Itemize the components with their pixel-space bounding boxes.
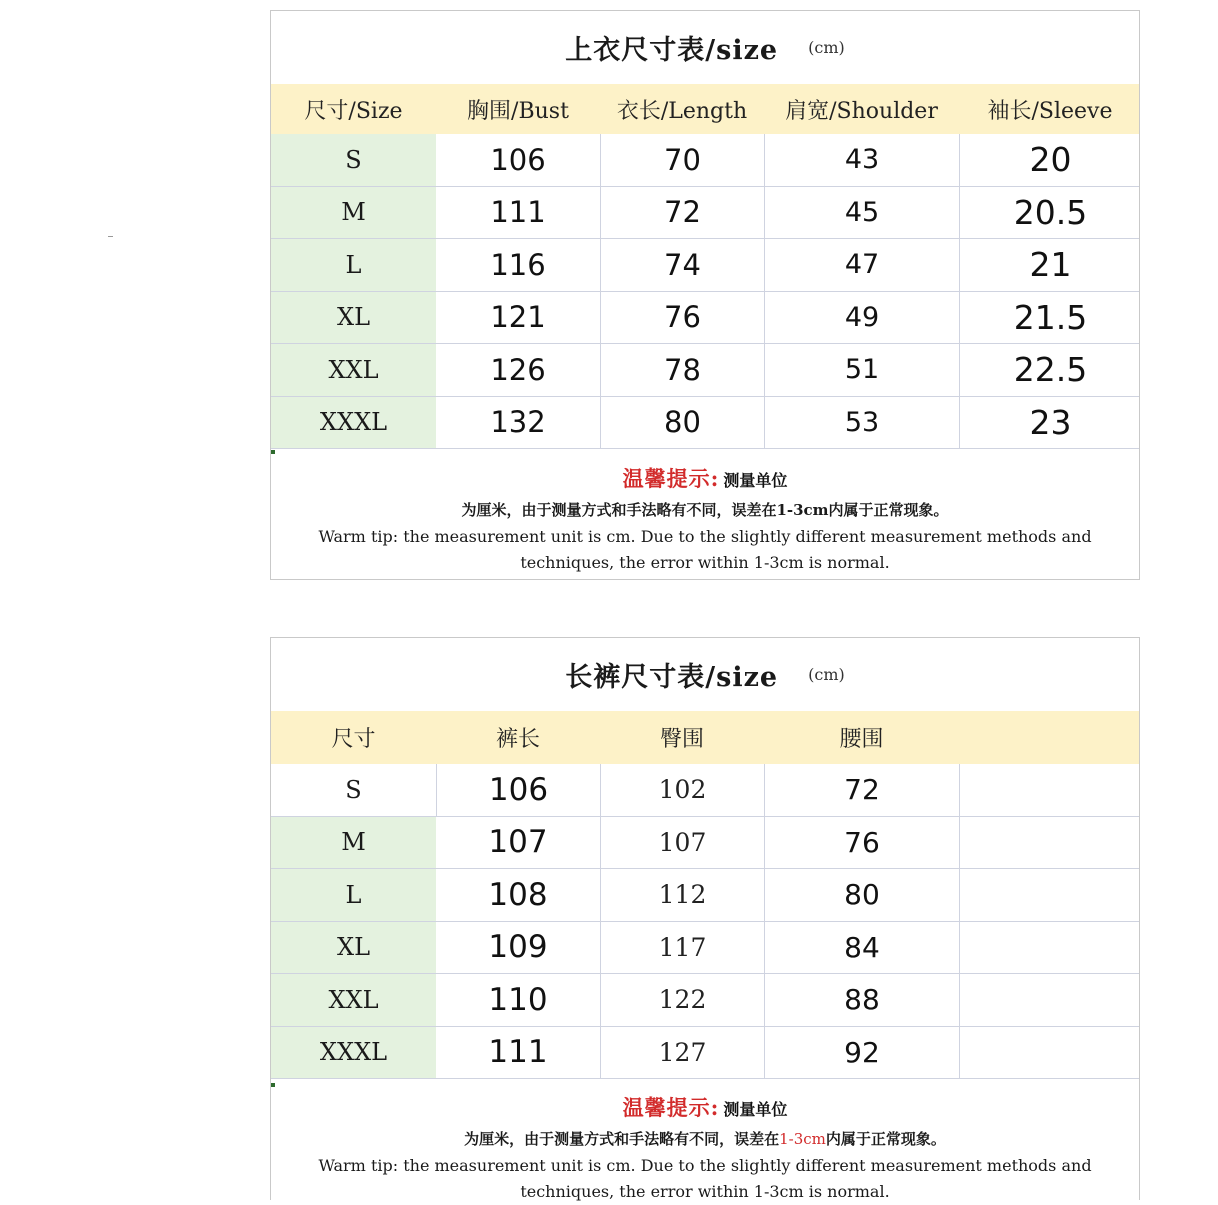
- waist-cell: 72: [764, 764, 959, 816]
- size-cell: XXXL: [271, 397, 436, 449]
- hip-cell: 107: [600, 817, 764, 869]
- tip-text-post: 内属于正常现象。: [825, 1130, 946, 1148]
- header-pants-length: 裤长: [495, 727, 540, 752]
- pants-chart-title-row: [271, 638, 1139, 711]
- tip-heading: [271, 1092, 1139, 1122]
- length-cell: 78: [600, 344, 764, 396]
- table-row: [271, 292, 1139, 345]
- length-cell: 70: [600, 134, 764, 186]
- bust-cell: 126: [490, 352, 546, 387]
- top-chart-unit: (cm): [808, 38, 845, 57]
- tip-unit-note: 测量单位: [723, 471, 788, 490]
- top-chart-body: [271, 134, 1139, 449]
- size-cell: XL: [271, 292, 436, 344]
- sleeve-cell: 21.5: [959, 292, 1141, 344]
- size-cell: S: [345, 775, 362, 804]
- hip-cell: 102: [600, 764, 764, 816]
- pants-chart-unit: (cm): [808, 665, 845, 684]
- tip-heading: [271, 463, 1139, 493]
- size-cell: M: [271, 817, 436, 869]
- top-chart-tip: [271, 463, 1139, 576]
- header-hip: 臀围: [659, 727, 704, 752]
- size-cell: L: [271, 869, 436, 921]
- bust-cell: 132: [490, 405, 546, 440]
- tip-chinese-text: 为厘米，由于测量方式和手法略有不同，误差在1-3cm内属于正常现象。: [461, 501, 949, 519]
- sleeve-cell: 20: [959, 134, 1141, 186]
- table-row: [271, 397, 1139, 450]
- top-chart-title-row: [271, 11, 1139, 84]
- header-size: 尺寸: [331, 727, 376, 752]
- sleeve-cell: 23: [959, 397, 1141, 449]
- sleeve-cell: 20.5: [959, 187, 1141, 239]
- shoulder-cell: 43: [764, 134, 959, 186]
- pants-chart-tip: [271, 1092, 1139, 1205]
- length-cell: 76: [600, 292, 764, 344]
- tip-english-text: Warm tip: the measurement unit is cm. Due to the slightly different measurement methods and techniques, the error within 1-3cm is normal.: [318, 1156, 1092, 1201]
- hip-cell: 122: [600, 974, 764, 1026]
- waist-cell: 88: [764, 974, 959, 1026]
- size-cell: XXL: [271, 344, 436, 396]
- bust-cell: 106: [490, 142, 546, 177]
- pants-length-cell: 109: [488, 929, 548, 966]
- empty-cell: [959, 1027, 1141, 1079]
- pants-chart-title: 长裤尺寸表/size: [565, 662, 779, 693]
- table-row: [271, 134, 1139, 187]
- empty-cell: [959, 817, 1141, 869]
- shoulder-cell: 47: [764, 239, 959, 291]
- size-cell: XXL: [271, 974, 436, 1026]
- tip-text-range: 1-3cm: [779, 1130, 826, 1148]
- size-cell: XL: [271, 922, 436, 974]
- top-size-chart: [270, 10, 1140, 580]
- pants-length-cell: 106: [436, 764, 600, 816]
- header-bust: 胸围/Bust: [467, 98, 569, 124]
- shoulder-cell: 45: [764, 187, 959, 239]
- table-row: [271, 1027, 1139, 1080]
- pants-length-cell: 108: [488, 876, 548, 913]
- bust-cell: 116: [490, 247, 546, 282]
- size-cell: XXXL: [271, 1027, 436, 1079]
- pants-length-cell: 107: [488, 824, 548, 861]
- size-cell: M: [271, 187, 436, 239]
- tip-chinese-text: [271, 1128, 1139, 1149]
- corner-mark: [271, 450, 275, 454]
- shoulder-cell: 49: [764, 292, 959, 344]
- tip-label: 温馨提示:: [622, 1095, 720, 1120]
- top-chart-header-row: [271, 84, 1139, 134]
- tip-label: 温馨提示:: [622, 466, 720, 491]
- table-row: [271, 764, 1139, 817]
- waist-cell: 80: [764, 869, 959, 921]
- bust-cell: 121: [490, 300, 546, 335]
- empty-cell: [959, 869, 1141, 921]
- header-length: 衣长/Length: [616, 98, 748, 124]
- hip-cell: 112: [600, 869, 764, 921]
- hip-cell: 117: [600, 922, 764, 974]
- table-row: [271, 869, 1139, 922]
- top-chart-title: 上衣尺寸表/size: [565, 35, 779, 66]
- empty-cell: [959, 764, 1141, 816]
- waist-cell: 84: [764, 922, 959, 974]
- empty-cell: [959, 974, 1141, 1026]
- size-cell: L: [271, 239, 436, 291]
- table-row: [271, 187, 1139, 240]
- empty-cell: [959, 922, 1141, 974]
- length-cell: 80: [600, 397, 764, 449]
- pants-length-cell: 111: [488, 1034, 548, 1071]
- tip-english-text: Warm tip: the measurement unit is cm. Due to the slightly different measurement methods and techniques, the error within 1-3cm is normal.: [318, 527, 1092, 572]
- table-row: [271, 974, 1139, 1027]
- shoulder-cell: 51: [764, 344, 959, 396]
- size-cell: S: [271, 134, 436, 186]
- bust-cell: 111: [490, 195, 546, 230]
- tip-text-pre: 为厘米，由于测量方式和手法略有不同，误差在: [464, 1130, 780, 1148]
- header-size: 尺寸/Size: [304, 98, 403, 124]
- table-row: [271, 817, 1139, 870]
- corner-mark: [271, 1083, 275, 1087]
- length-cell: 72: [600, 187, 764, 239]
- stray-mark: [108, 236, 113, 237]
- table-row: [271, 344, 1139, 397]
- waist-cell: 76: [764, 817, 959, 869]
- pants-chart-header-row: [271, 711, 1139, 764]
- waist-cell: 92: [764, 1027, 959, 1079]
- header-waist: 腰围: [839, 727, 884, 752]
- table-row: [271, 239, 1139, 292]
- tip-unit-note: 测量单位: [723, 1100, 788, 1119]
- sleeve-cell: 21: [959, 239, 1141, 291]
- hip-cell: 127: [600, 1027, 764, 1079]
- pants-chart-body: [271, 764, 1139, 1079]
- header-shoulder: 肩宽/Shoulder: [785, 98, 938, 124]
- pants-size-chart: [270, 637, 1140, 1200]
- sleeve-cell: 22.5: [959, 344, 1141, 396]
- header-sleeve: 袖长/Sleeve: [987, 98, 1113, 124]
- shoulder-cell: 53: [764, 397, 959, 449]
- length-cell: 74: [600, 239, 764, 291]
- table-row: [271, 922, 1139, 975]
- pants-length-cell: 110: [488, 981, 548, 1018]
